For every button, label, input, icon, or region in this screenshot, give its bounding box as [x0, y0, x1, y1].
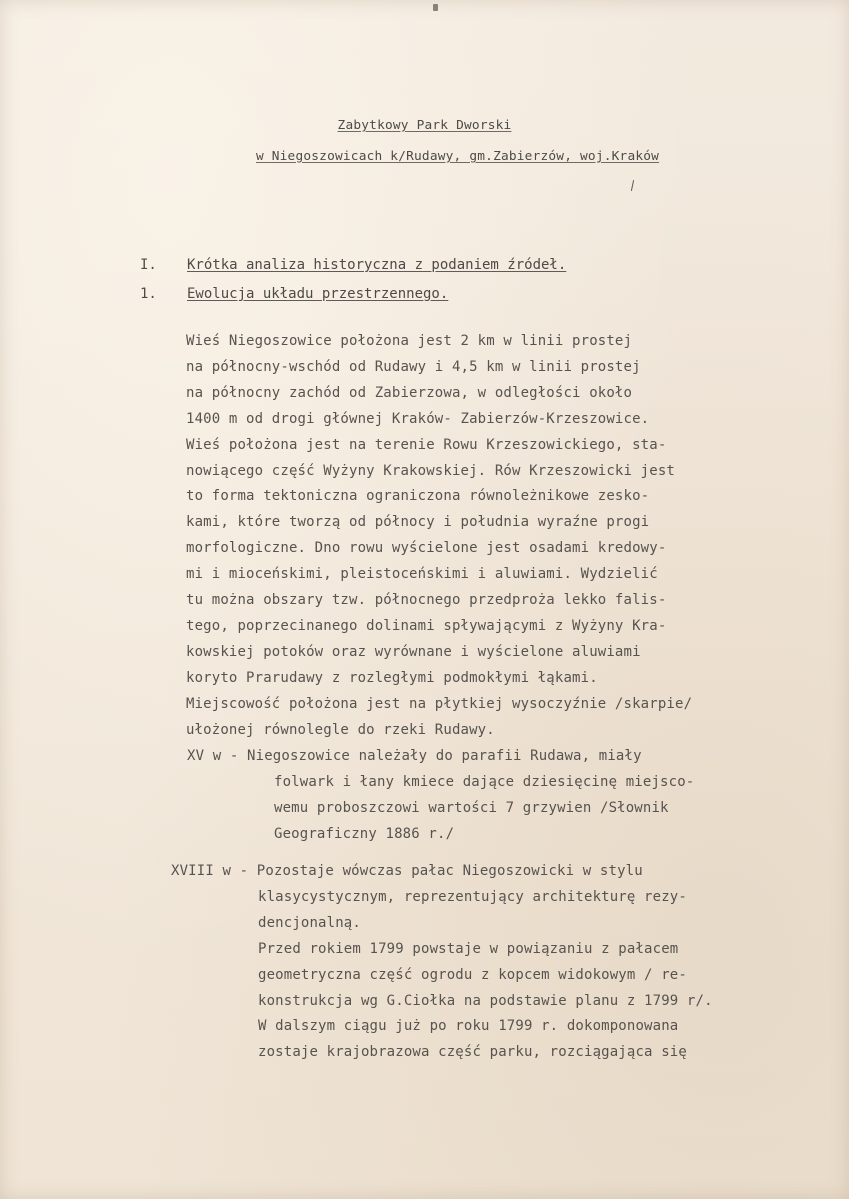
timeline-entry-xviii: [171, 859, 811, 1066]
document-title: Zabytkowy Park Dworski: [337, 118, 512, 133]
paragraph-line: mi i mioceńskimi, pleistoceńskimi i aluwiami. Wydzielić: [186, 566, 658, 583]
timeline-entry-line: wemu proboszczowi wartości 7 grzywien /Słownik: [274, 799, 669, 816]
paragraph-line: Miejscowość położona jest na płytkiej wysoczyźnie /skarpie/: [186, 695, 693, 712]
timeline-entry-line: Geograficzny 1886 r./: [274, 825, 455, 842]
paragraph-line: kami, które tworzą od północy i południa wyraźne progi: [186, 514, 650, 531]
timeline-entry-line: geometryczna część ogrodu z kopcem widokowym / re-: [258, 966, 687, 983]
paragraph-line: kowskiej potoków oraz wyrównane i wyścielone aluwiami: [186, 643, 641, 660]
timeline-entry-lead: XVIII w - Pozostaje wówczas pałac Niegoszowicki w stylu: [171, 863, 643, 879]
section-heading: Krótka analiza historyczna z podaniem źródeł.: [187, 257, 567, 273]
timeline-entry-line: Przed rokiem 1799 powstaje w powiązaniu z pałacem: [258, 940, 679, 957]
pen-tick-mark: [631, 180, 634, 191]
paragraph-line: 1400 m od drogi głównej Kraków- Zabierzów-Krzeszowice.: [186, 410, 650, 427]
timeline-entry-xv: [187, 744, 827, 848]
paragraph-line: na północny-wschód od Rudawy i 4,5 km w linii prostej: [186, 358, 641, 375]
paragraph-line: to forma tektoniczna ograniczona równoleżnikowe zesko-: [186, 488, 650, 505]
paragraph-line: tu można obszary tzw. północnego przedproża lekko falis-: [186, 592, 667, 609]
paragraph-line: na północny zachód od Zabierzowa, w odległości około: [186, 384, 633, 401]
timeline-entry-line: dencjonalną.: [258, 914, 361, 931]
timeline-entry-line: folwark i łany kmiece dające dziesięcinę miejsco-: [274, 773, 695, 790]
timeline-entry-line: konstrukcja wg G.Ciołka na podstawie planu z 1799 r/.: [258, 992, 713, 1009]
timeline-entry-line: W dalszym ciągu już po roku 1799 r. dokomponowana: [258, 1018, 679, 1035]
subsection-heading: Ewolucja układu przestrzennego.: [187, 286, 449, 302]
timeline-entry-lead: XV w - Niegoszowice należały do parafii Rudawa, miały: [187, 748, 642, 764]
body-paragraph: [186, 329, 826, 744]
paragraph-line: nowiącego część Wyżyny Krakowskiej. Rów Krzeszowicki jest: [186, 462, 675, 479]
paragraph-line: morfologiczne. Dno rowu wyścielone jest osadami kredowy-: [186, 540, 667, 557]
paragraph-line: Wieś Niegoszowice położona jest 2 km w linii prostej: [186, 333, 633, 349]
staple-mark: [433, 4, 438, 11]
section-number-roman: I.: [140, 257, 157, 273]
paragraph-line: ułożonej równolegle do rzeki Rudawy.: [186, 721, 495, 738]
document-subtitle: w Niegoszowicach k/Rudawy, gm.Zabierzów, woj.Kraków: [255, 149, 660, 164]
timeline-entry-line: zostaje krajobrazowa część parku, rozciągająca się: [258, 1044, 687, 1061]
paragraph-line: tego, poprzecinanego dolinami spływającymi z Wyżyny Kra-: [186, 617, 667, 634]
timeline-entry-line: klasycystycznym, reprezentujący architekturę rezy-: [258, 888, 687, 905]
paragraph-line: Wieś położona jest na terenie Rowu Krzeszowickiego, sta-: [186, 436, 667, 453]
paragraph-line: koryto Prarudawy z rozległymi podmokłymi łąkami.: [186, 669, 598, 686]
subsection-number: 1.: [140, 286, 157, 302]
